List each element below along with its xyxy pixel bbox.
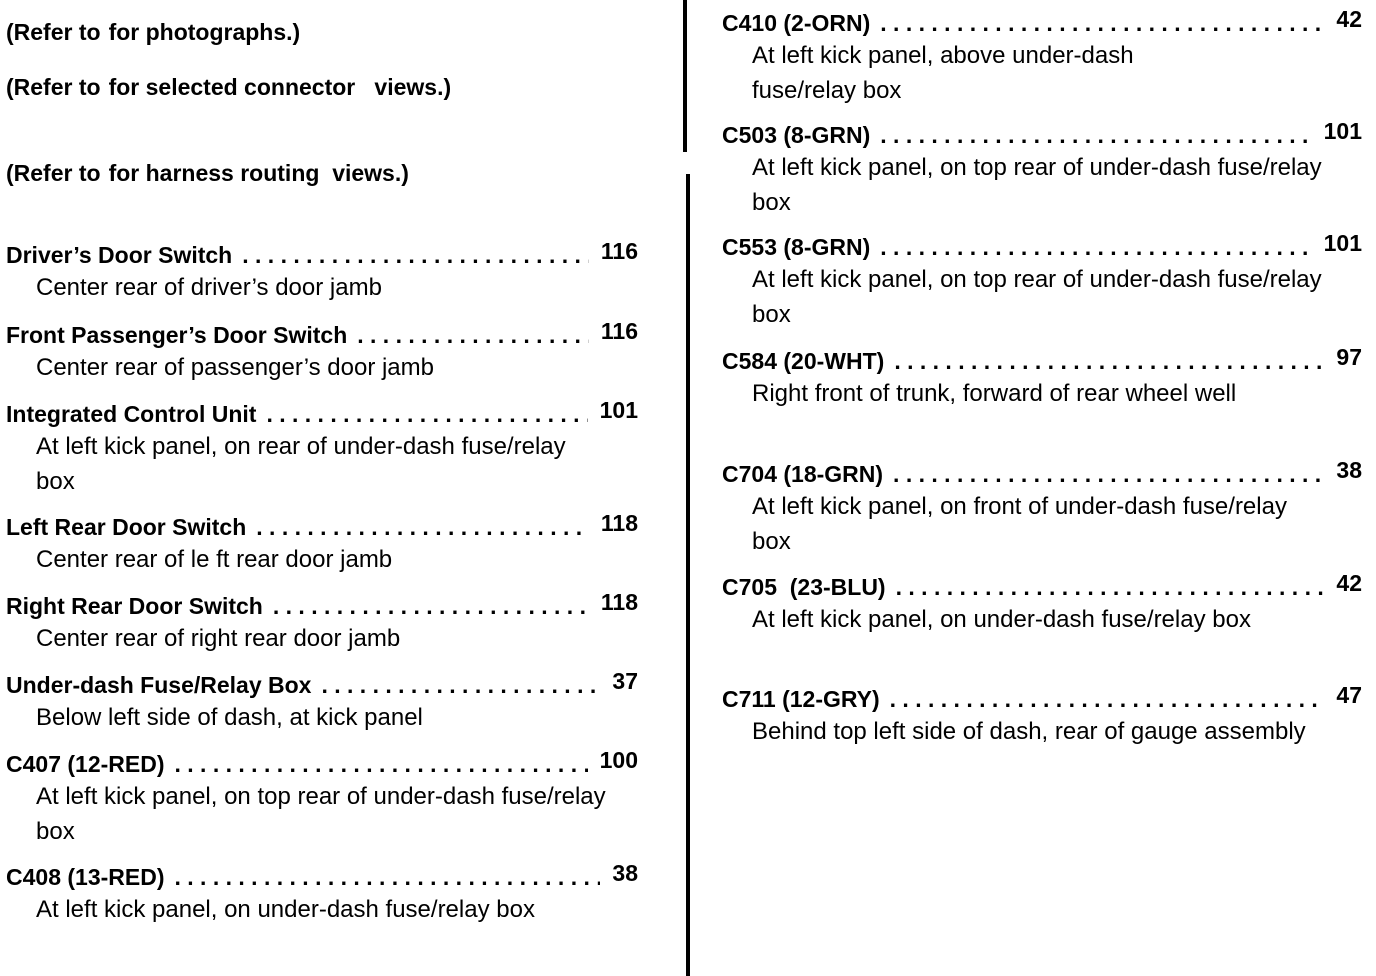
- component-name: Integrated Control Unit: [6, 401, 257, 427]
- component-name: C503 (8-GRN): [722, 122, 871, 148]
- dot-leader: [175, 749, 588, 779]
- component-location: At left kick panel, on top rear of under-dash fuse/relay box: [752, 266, 1322, 328]
- component-location: Behind top left side of dash, rear of gauge assembly: [752, 718, 1306, 745]
- page-number: 118: [600, 589, 638, 615]
- component-name: C408 (13-RED): [6, 864, 165, 890]
- component-entry: [722, 459, 1362, 559]
- component-location: Below left side of dash, at kick panel: [36, 704, 423, 731]
- page-number: 42: [1336, 570, 1362, 596]
- component-entry: [6, 240, 638, 305]
- dot-leader: [242, 240, 589, 270]
- page-number: 118: [600, 510, 638, 536]
- page-number: 38: [612, 860, 638, 886]
- dot-leader: [880, 120, 1311, 150]
- component-name: C407 (12-RED): [6, 751, 165, 777]
- dot-leader: [896, 572, 1325, 602]
- component-name: C584 (20-WHT): [722, 348, 885, 374]
- reference-notes: [6, 0, 646, 200]
- component-entry: [6, 512, 638, 577]
- page-number: 116: [600, 318, 638, 344]
- component-entry: [6, 862, 638, 927]
- page-number: 100: [599, 747, 638, 773]
- page-number: 101: [1323, 118, 1362, 144]
- component-location: At left kick panel, on under-dash fuse/relay box: [36, 896, 535, 923]
- component-name: Driver’s Door Switch: [6, 242, 233, 268]
- reference-prefix: (Refer to: [6, 19, 101, 45]
- reference-text: for selected connector views.): [108, 74, 452, 100]
- component-entry: [6, 670, 638, 735]
- component-entry: [6, 399, 638, 499]
- reference-prefix: (Refer to: [6, 74, 101, 100]
- dot-leader: [880, 8, 1324, 38]
- dot-leader: [256, 512, 589, 542]
- page-number: 37: [612, 668, 638, 694]
- component-entry: [722, 572, 1362, 637]
- component-name: C711 (12-GRY): [722, 686, 880, 712]
- page-number: 38: [1336, 457, 1362, 483]
- page-number: 101: [599, 397, 638, 423]
- page-number: 97: [1336, 344, 1362, 370]
- component-location: At left kick panel, on top rear of under-dash fuse/relay box: [752, 154, 1322, 216]
- component-name: Front Passenger’s Door Switch: [6, 322, 348, 348]
- component-location: Right front of trunk, forward of rear wheel well: [752, 380, 1237, 407]
- component-entry: [6, 320, 638, 385]
- dot-leader: [880, 232, 1311, 262]
- dot-leader: [175, 862, 601, 892]
- component-location: Center rear of le ft rear door jamb: [36, 546, 393, 573]
- photograph-reference: [6, 18, 300, 46]
- component-location: Center rear of passenger’s door jamb: [36, 354, 434, 381]
- component-location: At left kick panel, on top rear of under-dash fuse/relay box: [36, 783, 606, 845]
- dot-leader: [266, 399, 587, 429]
- reference-text: for photographs.): [108, 19, 301, 45]
- component-name: Under-dash Fuse/Relay Box: [6, 672, 312, 698]
- dot-leader: [894, 346, 1324, 376]
- page-number: 101: [1323, 230, 1362, 256]
- page-number: 47: [1336, 682, 1362, 708]
- harness-routing-reference: [6, 159, 409, 187]
- component-location: At left kick panel, above under-dash fuse/relay box: [752, 42, 1134, 104]
- component-entry: [6, 749, 638, 849]
- component-entry: [722, 346, 1362, 411]
- component-location: Center rear of driver’s door jamb: [36, 274, 382, 301]
- component-entry: [722, 684, 1362, 749]
- dot-leader: [321, 670, 600, 700]
- reference-text: for harness routing views.): [108, 160, 409, 186]
- component-name: Left Rear Door Switch: [6, 514, 247, 540]
- dot-leader: [890, 684, 1325, 714]
- component-name: C553 (8-GRN): [722, 234, 871, 260]
- column-divider: [683, 0, 687, 152]
- dot-leader: [357, 320, 589, 350]
- page-number: 116: [600, 238, 638, 264]
- dot-leader: [893, 459, 1324, 489]
- component-name: C410 (2-ORN): [722, 10, 871, 36]
- connector-view-reference: [6, 73, 451, 101]
- column-divider: [686, 174, 690, 976]
- reference-prefix: (Refer to: [6, 160, 101, 186]
- component-name: C704 (18-GRN): [722, 461, 884, 487]
- component-location: At left kick panel, on under-dash fuse/relay box: [752, 606, 1251, 633]
- page-number: 42: [1336, 6, 1362, 32]
- component-name: C705 (23-BLU): [722, 574, 886, 600]
- component-entry: [722, 8, 1362, 108]
- dot-leader: [273, 591, 589, 621]
- component-name: Right Rear Door Switch: [6, 593, 263, 619]
- component-entry: [722, 120, 1362, 220]
- component-entry: [722, 232, 1362, 332]
- component-location: At left kick panel, on rear of under-dash fuse/relay box: [36, 433, 566, 495]
- component-entry: [6, 591, 638, 656]
- component-location: Center rear of right rear door jamb: [36, 625, 401, 652]
- component-location: At left kick panel, on front of under-dash fuse/relay box: [752, 493, 1287, 555]
